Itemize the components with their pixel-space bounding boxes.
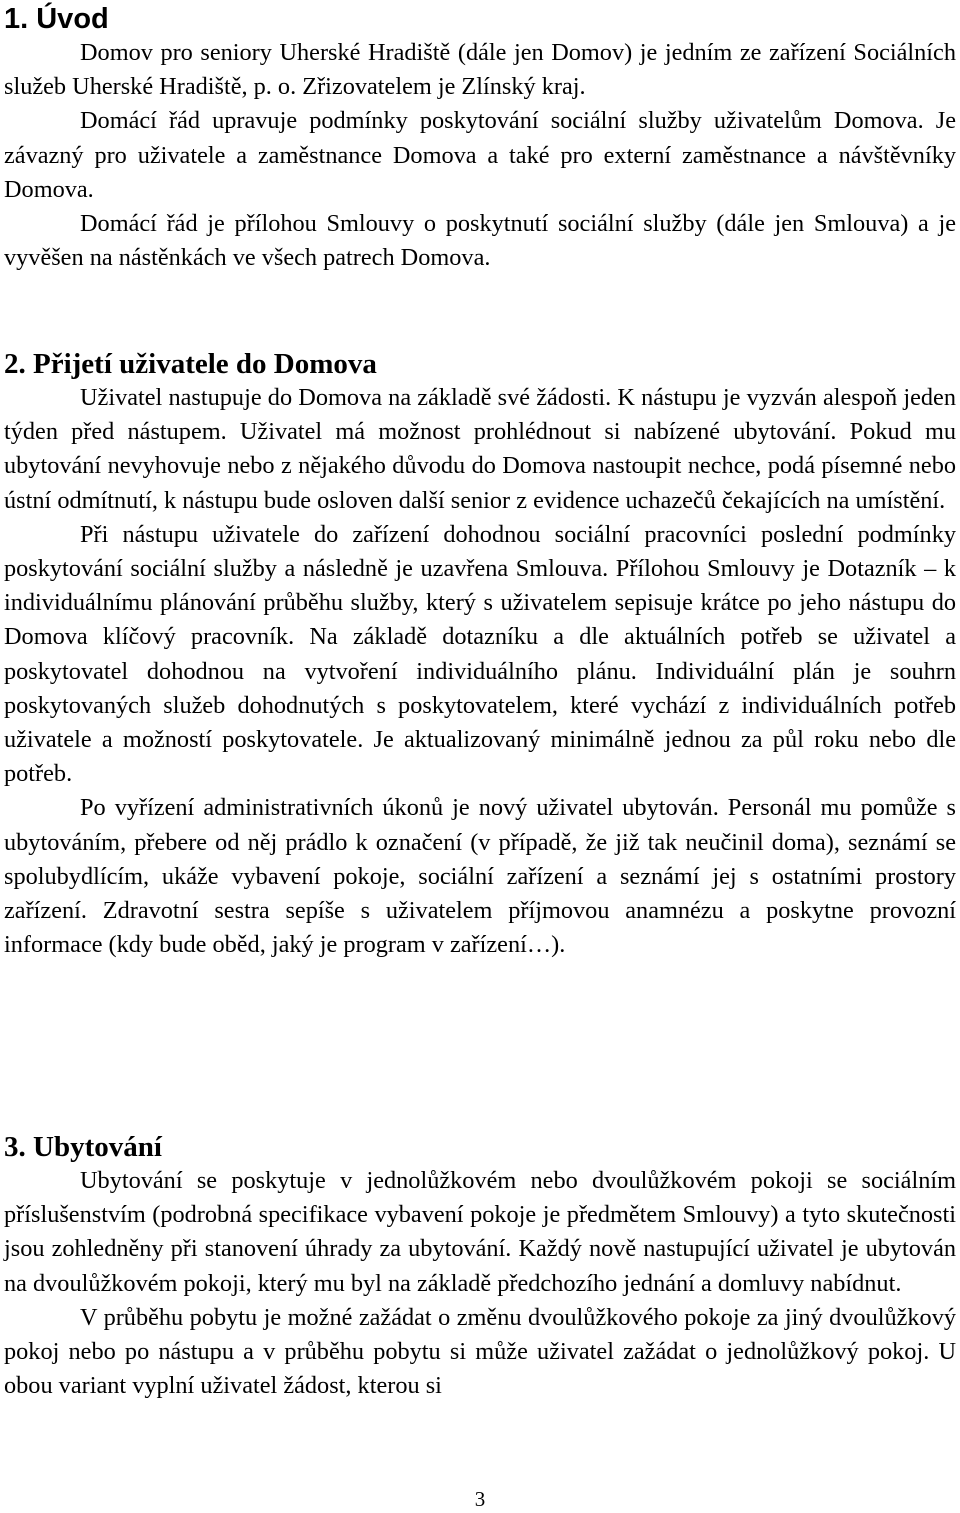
paragraph: Uživatel nastupuje do Domova na základě své žádosti. K nástupu je vyzván alespoň jeden týden před nástupem. Uživatel má možnost prohlédnout si nabízené ubytování. Pokud mu ubytování nevyhovuje nebo z nějakého důvodu do Domova nastoupit nechce, podá písemné nebo ústní odmítnutí, k nástupu bude osloven další senior z evidence uchazečů čekajících na umístění. — [4, 384, 956, 514]
paragraph: Ubytování se poskytuje v jednolůžkovém nebo dvoulůžkovém pokoji se sociálním příslušenstvím (podrobná specifikace vybavení pokoje je předmětem Smlouvy) a tyto skutečnosti jsou zohledněny při stanovení úhrady za ubytování. Každý nově nastupující uživatel je ubytován na dvoulůžkovém pokoji, který mu byl na základě předchozího jednání a domluvy nabídnut. — [4, 1167, 956, 1297]
paragraph: Při nástupu uživatele do zařízení dohodnou sociální pracovníci poslední podmínky poskytování sociální služby a následně je uzavřena Smlouva. Přílohou Smlouvy je Dotazník – k individuálnímu plánování průběhu služby, který s uživatelem sepisuje krátce po jeho nástupu do Domova klíčový pracovník. Na základě dotazníku a dle aktuálních potřeb se uživatel a poskytovatel dohodnou na vytvoření individuálního plánu. Individuální plán je souhrn poskytovaných služeb dohodnutých s poskytovatelem, které vychází z individuálních potřeb uživatele a možností poskytovatele. Je aktualizovaný minimálně jednou za půl roku nebo dle potřeb. — [4, 520, 956, 788]
section-prijeti — [4, 347, 956, 962]
paragraph: Po vyřízení administrativních úkonů je nový uživatel ubytován. Personál mu pomůže s ubytováním, přebere od něj prádlo k označení (v případě, že již tak neučinil doma), seznámí se spolubydlícím, ukáže vybavení pokoje, sociální zařízení a seznámí jej s ostatními prostory zařízení. Zdravotní sestra sepíše s uživatelem příjmovou anamnézu a poskytne provozní informace (kdy bude oběd, jaký je program v zařízení…). — [4, 794, 956, 959]
heading-prijeti: 2. Přijetí uživatele do Domova — [4, 348, 377, 380]
heading-uvod: 1. Úvod — [4, 3, 109, 35]
paragraph: Domácí řád je přílohou Smlouvy o poskytnutí sociální služby (dále jen Smlouva) a je vyvěšen na nástěnkách ve všech patrech Domova. — [4, 210, 956, 272]
paragraph: V průběhu pobytu je možné zažádat o změnu dvoulůžkového pokoje za jiný dvoulůžkový pokoj nebo po nástupu a v průběhu pobytu si může uživatel zažádat o jednolůžkový pokoj. U obou variant vyplní uživatel žádost, kterou si — [4, 1303, 956, 1400]
section-ubytovani — [4, 1130, 956, 1403]
paragraph: Domov pro seniory Uherské Hradiště (dále jen Domov) je jedním ze zařízení Sociálních služeb Uherské Hradiště, p. o. Zřizovatelem je Zlínský kraj. — [4, 39, 956, 101]
section-uvod — [4, 2, 956, 275]
heading-ubytovani: 3. Ubytování — [4, 1131, 162, 1163]
page-number: 3 — [474, 1487, 486, 1511]
paragraph: Domácí řád upravuje podmínky poskytování sociální služby uživatelům Domova. Je závazný pro uživatele a zaměstnance Domova a také pro externí zaměstnance a návštěvníky Domova. — [4, 107, 956, 203]
